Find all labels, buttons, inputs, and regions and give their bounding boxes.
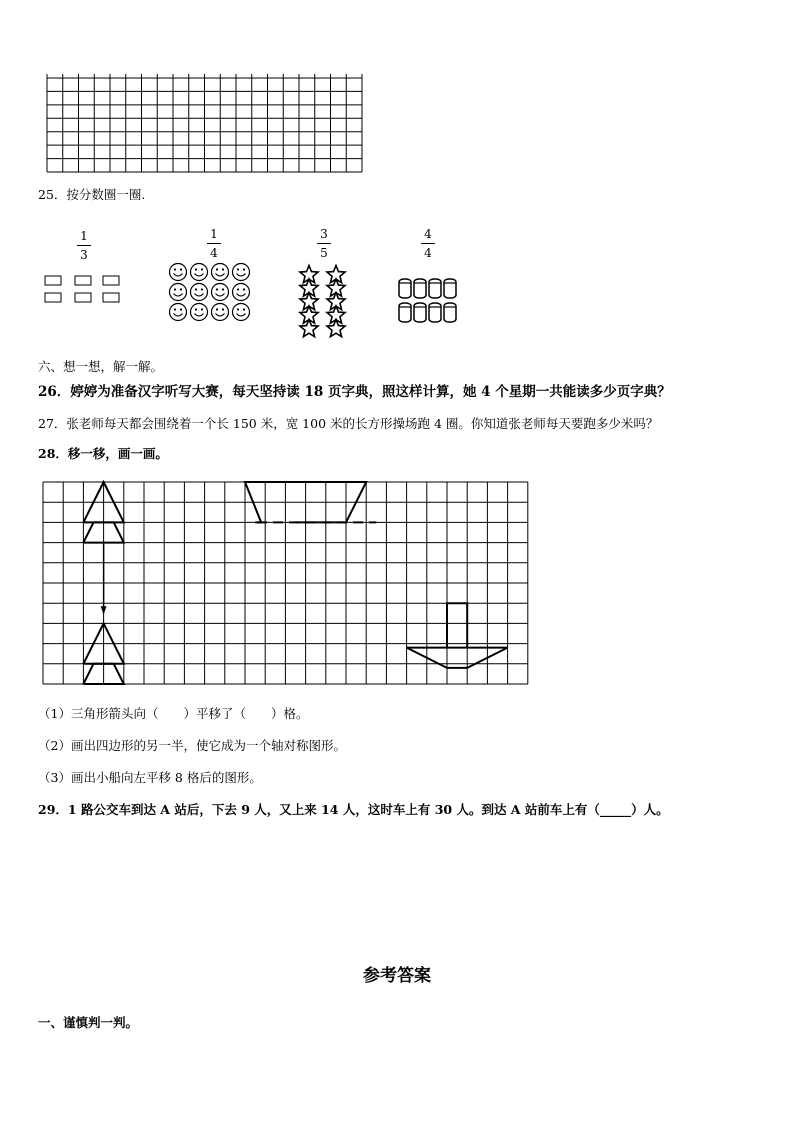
cylinder-icon-group — [396, 276, 462, 328]
cylinder-icon — [399, 303, 411, 322]
rectangle-icon — [75, 276, 91, 285]
fraction-denominator: 4 — [424, 246, 432, 260]
q29-text: 29．1 路公交车到达 A 站后，下去 9 人，又上来 14 人，这时车上有 30 人。到达 A 站前车上有（_____）人。 — [38, 802, 669, 817]
fraction-denominator: 3 — [80, 248, 88, 262]
rectangle-icon — [45, 276, 61, 285]
cylinder-icon — [414, 303, 426, 322]
rectangle-icon — [103, 276, 119, 285]
smiley-icon — [233, 304, 250, 321]
q28-sub2: （2）画出四边形的另一半，使它成为一个轴对称图形。 — [38, 738, 346, 753]
answers-title: 参考答案 — [363, 966, 431, 986]
cylinder-icon — [444, 303, 456, 322]
translation-grid — [40, 479, 540, 694]
q28-sub3: （3）画出小船向左平移 8 格后的图形。 — [38, 770, 262, 785]
smiley-icon-group — [168, 262, 252, 324]
star-icon — [327, 320, 345, 337]
smiley-icon — [191, 304, 208, 321]
q27-text: 27．张老师每天都会围绕着一个长 150 米，宽 100 米的长方形操场跑 4 圈。你知道张老师每天要跑多少米吗？ — [38, 416, 659, 431]
smiley-icon — [212, 264, 229, 281]
smiley-icon — [170, 284, 187, 301]
smiley-icon — [170, 304, 187, 321]
fraction-numerator: 1 — [80, 229, 88, 243]
fraction-numerator: 1 — [210, 227, 218, 241]
q26-text: 26．婷婷为准备汉字听写大赛，每天坚持读 18 页字典，照这样计算，她 4 个星期一共能读多少页字典？ — [38, 384, 671, 400]
q28-sub1: （1）三角形箭头向（ ）平移了（ ）格。 — [38, 706, 309, 721]
rectangle-icon — [103, 293, 119, 302]
arrow-head-icon — [101, 606, 107, 614]
smiley-icon — [212, 304, 229, 321]
fraction-denominator: 5 — [320, 246, 328, 260]
cylinder-icon — [414, 279, 426, 298]
section6-heading: 六、想一想，解一解。 — [38, 359, 164, 374]
fraction-1-4 — [207, 227, 221, 260]
cylinder-icon — [399, 279, 411, 298]
smiley-icon — [212, 284, 229, 301]
rectangle-icon — [45, 293, 61, 302]
boat-shape — [407, 603, 508, 668]
smiley-icon — [191, 264, 208, 281]
smiley-icon — [233, 264, 250, 281]
rectangle-icon-group — [44, 275, 124, 307]
star-icon — [300, 320, 318, 337]
rectangle-icon — [75, 293, 91, 302]
q25-text: 25．按分数圈一圈. — [38, 187, 146, 202]
smiley-icon — [191, 284, 208, 301]
fraction-4-4 — [421, 227, 435, 260]
fraction-1-3 — [77, 229, 91, 262]
cylinder-icon — [444, 279, 456, 298]
answers-section1: 一、谨慎判一判。 — [38, 1015, 139, 1030]
star-icon-group — [294, 262, 354, 338]
fraction-denominator: 4 — [210, 246, 218, 260]
cylinder-icon — [429, 279, 441, 298]
q28-text: 28．移一移，画一画。 — [38, 446, 168, 461]
fraction-numerator: 4 — [424, 227, 432, 241]
smiley-icon — [233, 284, 250, 301]
fraction-numerator: 3 — [320, 227, 328, 241]
fraction-3-5 — [317, 227, 331, 260]
cylinder-icon — [429, 303, 441, 322]
smiley-icon — [170, 264, 187, 281]
